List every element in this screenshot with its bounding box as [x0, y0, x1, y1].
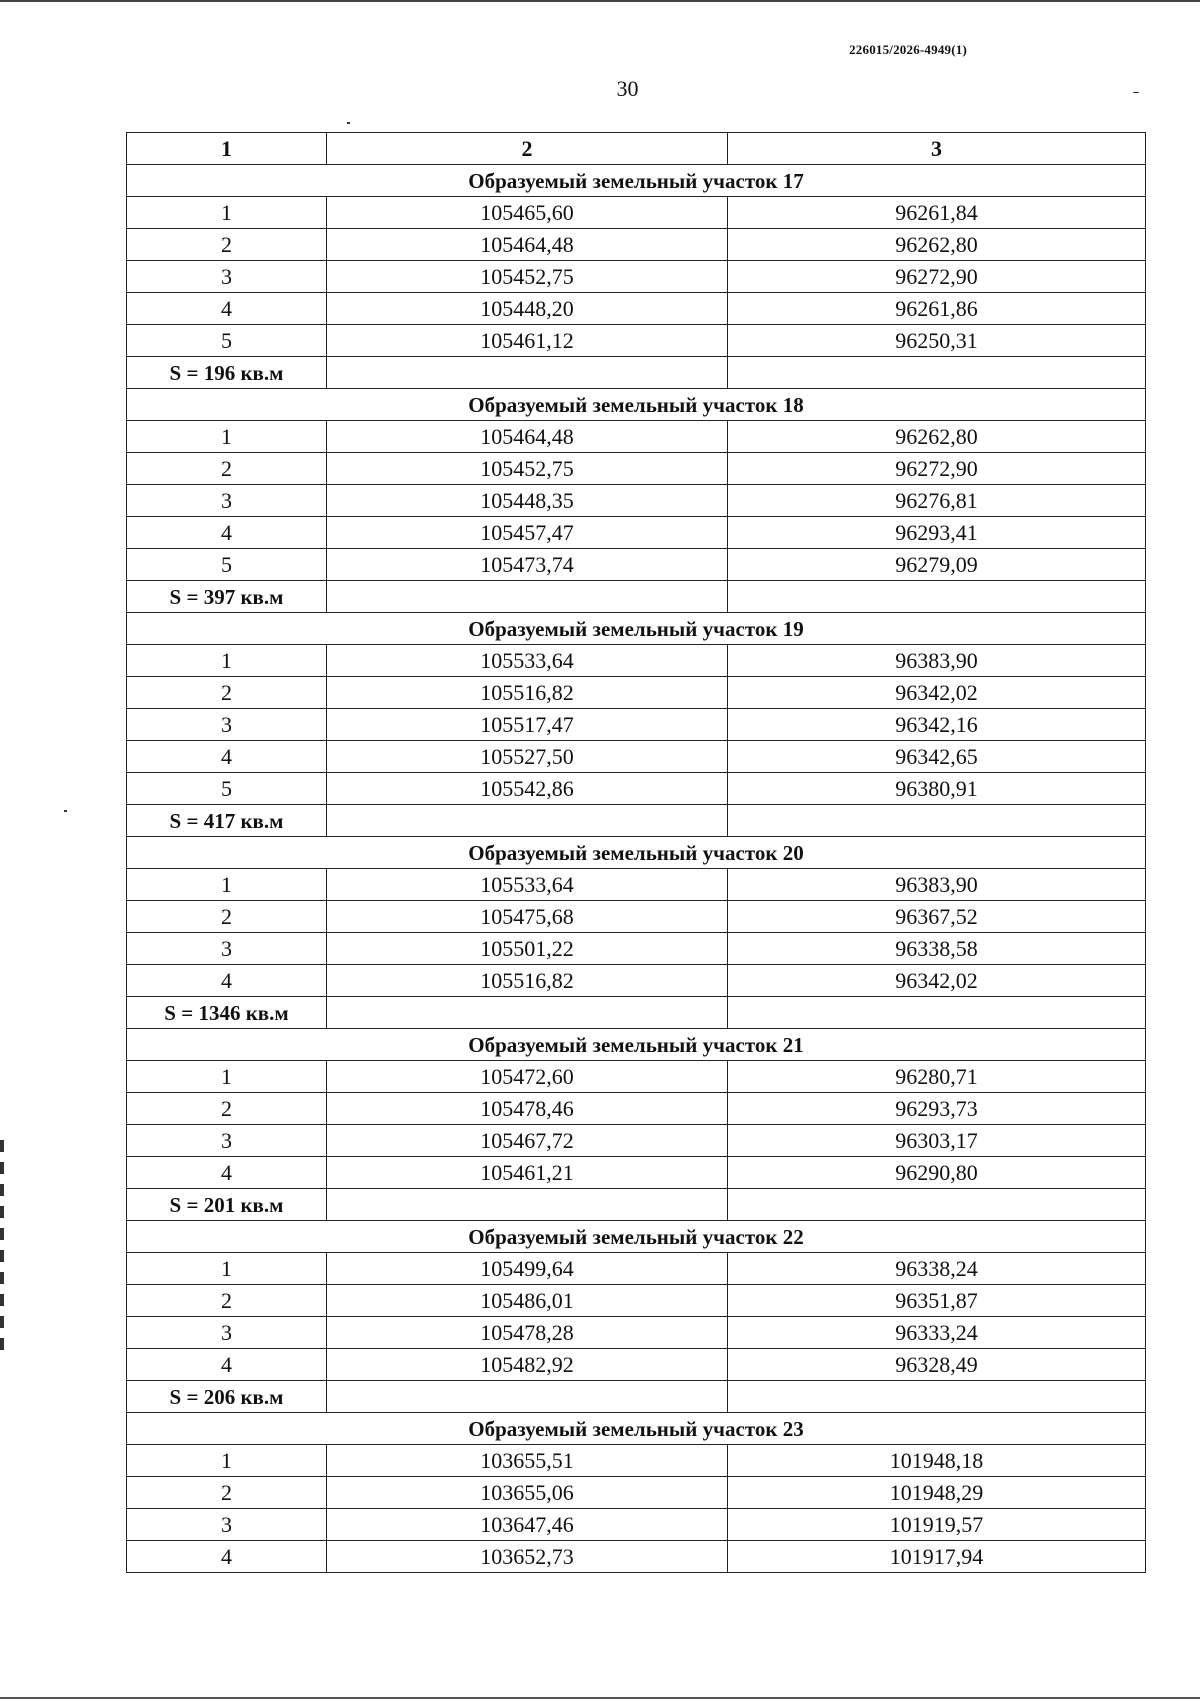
- section-title: Образуемый земельный участок 20: [127, 837, 1146, 869]
- x-coordinate-cell: 105542,86: [327, 773, 728, 805]
- table-row: [127, 517, 1146, 549]
- point-number-cell: 1: [127, 1445, 327, 1477]
- y-coordinate-cell: 96328,49: [728, 1349, 1146, 1381]
- section-title: Образуемый земельный участок 18: [127, 389, 1146, 421]
- section-title-row: [127, 837, 1146, 869]
- point-number-cell: 3: [127, 709, 327, 741]
- point-number-cell: 1: [127, 421, 327, 453]
- table-row: [127, 869, 1146, 901]
- column-header-2: 2: [327, 133, 728, 165]
- x-coordinate-cell: 105478,46: [327, 1093, 728, 1125]
- point-number-cell: 4: [127, 741, 327, 773]
- empty-cell: [728, 805, 1146, 837]
- x-coordinate-cell: 105452,75: [327, 453, 728, 485]
- empty-cell: [327, 357, 728, 389]
- table-row: [127, 293, 1146, 325]
- table-row: [127, 1317, 1146, 1349]
- point-number-cell: 1: [127, 197, 327, 229]
- binding-edge-marks: [0, 1140, 4, 1360]
- area-row: [127, 1381, 1146, 1413]
- x-coordinate-cell: 105457,47: [327, 517, 728, 549]
- table-row: [127, 1093, 1146, 1125]
- table-row: [127, 197, 1146, 229]
- area-row: [127, 1189, 1146, 1221]
- empty-cell: [728, 997, 1146, 1029]
- empty-cell: [327, 1381, 728, 1413]
- point-number-cell: 1: [127, 1061, 327, 1093]
- area-row: [127, 581, 1146, 613]
- x-coordinate-cell: 105464,48: [327, 421, 728, 453]
- top-edge-rule: [0, 0, 1200, 2]
- y-coordinate-cell: 96383,90: [728, 869, 1146, 901]
- table-row: [127, 453, 1146, 485]
- y-coordinate-cell: 101917,94: [728, 1541, 1146, 1573]
- empty-cell: [728, 1189, 1146, 1221]
- point-number-cell: 3: [127, 933, 327, 965]
- x-coordinate-cell: 105527,50: [327, 741, 728, 773]
- table-row: [127, 933, 1146, 965]
- empty-cell: [728, 581, 1146, 613]
- scan-speck: [347, 122, 350, 124]
- y-coordinate-cell: 101948,29: [728, 1477, 1146, 1509]
- area-value: S = 417 кв.м: [127, 805, 327, 837]
- table-row: [127, 901, 1146, 933]
- x-coordinate-cell: 103655,06: [327, 1477, 728, 1509]
- bottom-edge-rule: [0, 1697, 1200, 1699]
- section-title-row: [127, 1413, 1146, 1445]
- y-coordinate-cell: 96262,80: [728, 421, 1146, 453]
- empty-cell: [327, 1189, 728, 1221]
- section-title: Образуемый земельный участок 22: [127, 1221, 1146, 1253]
- table-body: [127, 165, 1146, 1573]
- x-coordinate-cell: 105516,82: [327, 677, 728, 709]
- table-row: [127, 325, 1146, 357]
- table-row: [127, 677, 1146, 709]
- section-title: Образуемый земельный участок 23: [127, 1413, 1146, 1445]
- point-number-cell: 5: [127, 549, 327, 581]
- y-coordinate-cell: 96338,58: [728, 933, 1146, 965]
- table-row: [127, 261, 1146, 293]
- empty-cell: [327, 581, 728, 613]
- section-title-row: [127, 1029, 1146, 1061]
- table-row: [127, 773, 1146, 805]
- y-coordinate-cell: 96333,24: [728, 1317, 1146, 1349]
- y-coordinate-cell: 96280,71: [728, 1061, 1146, 1093]
- table-row: [127, 741, 1146, 773]
- empty-cell: [327, 997, 728, 1029]
- y-coordinate-cell: 96293,41: [728, 517, 1146, 549]
- x-coordinate-cell: 105478,28: [327, 1317, 728, 1349]
- column-header-3: 3: [728, 133, 1146, 165]
- section-title: Образуемый земельный участок 21: [127, 1029, 1146, 1061]
- table-row: [127, 1285, 1146, 1317]
- scan-speck: [64, 810, 67, 812]
- section-title-row: [127, 165, 1146, 197]
- point-number-cell: 4: [127, 1541, 327, 1573]
- section-title: Образуемый земельный участок 19: [127, 613, 1146, 645]
- point-number-cell: 4: [127, 1157, 327, 1189]
- x-coordinate-cell: 105464,48: [327, 229, 728, 261]
- scan-speck: [1133, 92, 1139, 93]
- x-coordinate-cell: 105448,20: [327, 293, 728, 325]
- x-coordinate-cell: 103655,51: [327, 1445, 728, 1477]
- y-coordinate-cell: 101948,18: [728, 1445, 1146, 1477]
- table-row: [127, 1125, 1146, 1157]
- point-number-cell: 3: [127, 1509, 327, 1541]
- column-header-1: 1: [127, 133, 327, 165]
- x-coordinate-cell: 105461,21: [327, 1157, 728, 1189]
- y-coordinate-cell: 96342,02: [728, 677, 1146, 709]
- coordinates-table: [126, 132, 1146, 1573]
- point-number-cell: 5: [127, 325, 327, 357]
- document-number: 226015/2026-4949(1): [849, 42, 967, 57]
- y-coordinate-cell: 96293,73: [728, 1093, 1146, 1125]
- area-value: S = 201 кв.м: [127, 1189, 327, 1221]
- x-coordinate-cell: 105473,74: [327, 549, 728, 581]
- y-coordinate-cell: 96290,80: [728, 1157, 1146, 1189]
- area-value: S = 397 кв.м: [127, 581, 327, 613]
- point-number-cell: 4: [127, 965, 327, 997]
- x-coordinate-cell: 103652,73: [327, 1541, 728, 1573]
- page-number: 30: [616, 76, 639, 101]
- table-row: [127, 1253, 1146, 1285]
- y-coordinate-cell: 96351,87: [728, 1285, 1146, 1317]
- table-row: [127, 1061, 1146, 1093]
- empty-cell: [728, 357, 1146, 389]
- point-number-cell: 1: [127, 645, 327, 677]
- point-number-cell: 3: [127, 261, 327, 293]
- area-value: S = 1346 кв.м: [127, 997, 327, 1029]
- y-coordinate-cell: 101919,57: [728, 1509, 1146, 1541]
- y-coordinate-cell: 96367,52: [728, 901, 1146, 933]
- empty-cell: [728, 1381, 1146, 1413]
- area-row: [127, 357, 1146, 389]
- x-coordinate-cell: 105517,47: [327, 709, 728, 741]
- y-coordinate-cell: 96342,65: [728, 741, 1146, 773]
- point-number-cell: 2: [127, 901, 327, 933]
- area-row: [127, 997, 1146, 1029]
- y-coordinate-cell: 96383,90: [728, 645, 1146, 677]
- x-coordinate-cell: 105516,82: [327, 965, 728, 997]
- area-value: S = 206 кв.м: [127, 1381, 327, 1413]
- section-title-row: [127, 1221, 1146, 1253]
- area-value: S = 196 кв.м: [127, 357, 327, 389]
- point-number-cell: 2: [127, 453, 327, 485]
- empty-cell: [327, 805, 728, 837]
- point-number-cell: 4: [127, 517, 327, 549]
- section-title-row: [127, 389, 1146, 421]
- table-row: [127, 709, 1146, 741]
- table-row: [127, 549, 1146, 581]
- table-row: [127, 965, 1146, 997]
- table-row: [127, 1349, 1146, 1381]
- y-coordinate-cell: 96303,17: [728, 1125, 1146, 1157]
- x-coordinate-cell: 105482,92: [327, 1349, 728, 1381]
- point-number-cell: 2: [127, 1477, 327, 1509]
- table-header-row: [127, 133, 1146, 165]
- x-coordinate-cell: 105448,35: [327, 485, 728, 517]
- x-coordinate-cell: 105486,01: [327, 1285, 728, 1317]
- x-coordinate-cell: 105499,64: [327, 1253, 728, 1285]
- x-coordinate-cell: 105533,64: [327, 645, 728, 677]
- table-row: [127, 1477, 1146, 1509]
- table-row: [127, 1157, 1146, 1189]
- point-number-cell: 4: [127, 293, 327, 325]
- table-row: [127, 485, 1146, 517]
- point-number-cell: 1: [127, 1253, 327, 1285]
- point-number-cell: 3: [127, 1317, 327, 1349]
- table-row: [127, 229, 1146, 261]
- point-number-cell: 1: [127, 869, 327, 901]
- x-coordinate-cell: 105452,75: [327, 261, 728, 293]
- table-row: [127, 1509, 1146, 1541]
- y-coordinate-cell: 96380,91: [728, 773, 1146, 805]
- y-coordinate-cell: 96342,16: [728, 709, 1146, 741]
- y-coordinate-cell: 96272,90: [728, 261, 1146, 293]
- point-number-cell: 2: [127, 1285, 327, 1317]
- point-number-cell: 4: [127, 1349, 327, 1381]
- y-coordinate-cell: 96250,31: [728, 325, 1146, 357]
- x-coordinate-cell: 105461,12: [327, 325, 728, 357]
- x-coordinate-cell: 105467,72: [327, 1125, 728, 1157]
- point-number-cell: 5: [127, 773, 327, 805]
- y-coordinate-cell: 96262,80: [728, 229, 1146, 261]
- point-number-cell: 2: [127, 1093, 327, 1125]
- x-coordinate-cell: 105472,60: [327, 1061, 728, 1093]
- area-row: [127, 805, 1146, 837]
- x-coordinate-cell: 105533,64: [327, 869, 728, 901]
- y-coordinate-cell: 96261,84: [728, 197, 1146, 229]
- point-number-cell: 3: [127, 1125, 327, 1157]
- point-number-cell: 2: [127, 229, 327, 261]
- y-coordinate-cell: 96276,81: [728, 485, 1146, 517]
- section-title-row: [127, 613, 1146, 645]
- table-row: [127, 1541, 1146, 1573]
- table-row: [127, 1445, 1146, 1477]
- section-title: Образуемый земельный участок 17: [127, 165, 1146, 197]
- table-row: [127, 645, 1146, 677]
- y-coordinate-cell: 96272,90: [728, 453, 1146, 485]
- table-row: [127, 421, 1146, 453]
- x-coordinate-cell: 105465,60: [327, 197, 728, 229]
- y-coordinate-cell: 96261,86: [728, 293, 1146, 325]
- x-coordinate-cell: 105501,22: [327, 933, 728, 965]
- y-coordinate-cell: 96342,02: [728, 965, 1146, 997]
- y-coordinate-cell: 96279,09: [728, 549, 1146, 581]
- point-number-cell: 3: [127, 485, 327, 517]
- point-number-cell: 2: [127, 677, 327, 709]
- x-coordinate-cell: 105475,68: [327, 901, 728, 933]
- x-coordinate-cell: 103647,46: [327, 1509, 728, 1541]
- y-coordinate-cell: 96338,24: [728, 1253, 1146, 1285]
